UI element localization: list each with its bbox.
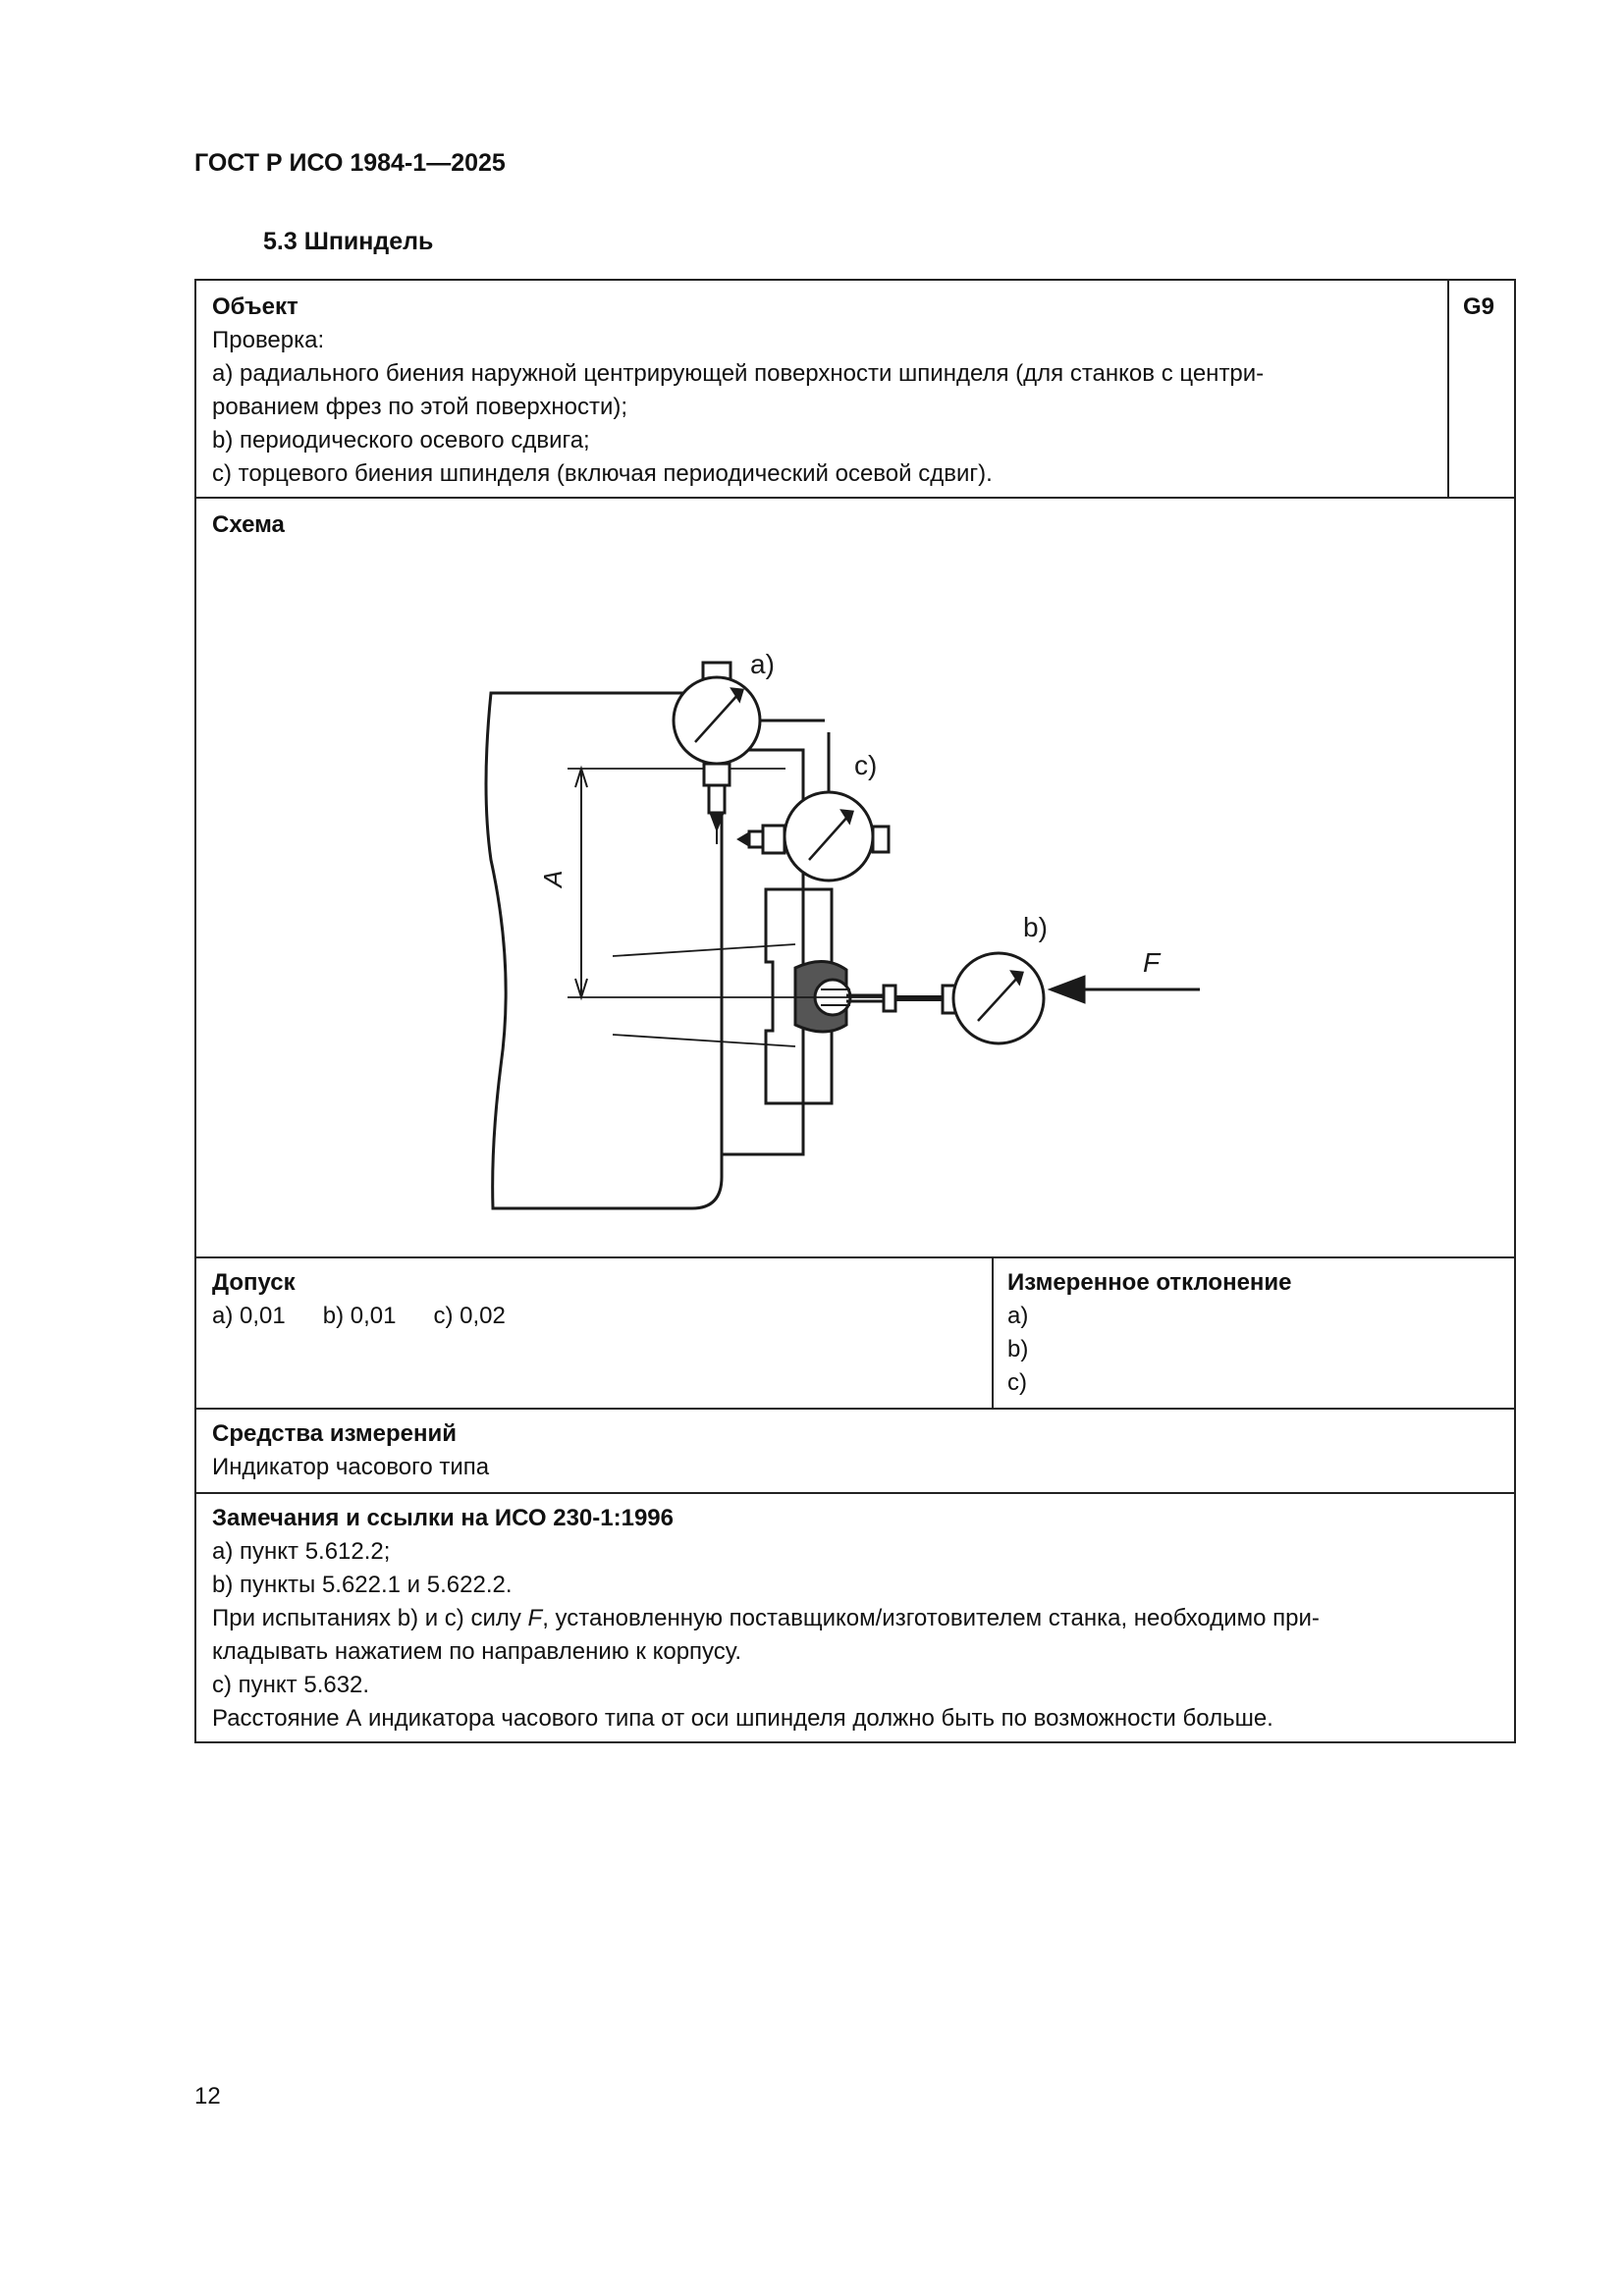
row-divider <box>196 497 1514 499</box>
test-code: G9 <box>1463 294 1495 320</box>
remarks-line-a: a) пункт 5.612.2; <box>212 1538 391 1565</box>
tolerance-label: Допуск <box>212 1269 296 1296</box>
instruments-text: Индикатор часового типа <box>212 1454 490 1480</box>
row-divider <box>196 1408 1514 1410</box>
force-variable: F <box>527 1605 543 1631</box>
section-title: 5.3 Шпиндель <box>263 228 434 255</box>
page-number: 12 <box>194 2083 221 2109</box>
tolerance-c: c) 0,02 <box>433 1303 506 1329</box>
instruments-label: Средства измерений <box>212 1420 458 1447</box>
instruments-cell <box>212 1417 489 1484</box>
remarks-line-distance: Расстояние А индикатора часового типа от оси шпинделя должно быть по возможности больше. <box>212 1705 1273 1732</box>
deviation-c: c) <box>1007 1369 1027 1396</box>
tolerance-cell <box>212 1266 543 1333</box>
dial-indicator-b <box>846 953 1044 1043</box>
remarks-line-force-1: При испытаниях b) и c) силу F, установленную поставщиком/изготовителем станка, необходимо при- <box>212 1605 1320 1631</box>
code-divider <box>1447 281 1449 497</box>
tolerance-b: b) 0,01 <box>322 1303 397 1329</box>
row-divider <box>196 1256 1514 1258</box>
force-label: F <box>1143 947 1161 978</box>
column-divider <box>992 1256 994 1408</box>
test-sheet-table <box>194 279 1516 1743</box>
remarks-line-force-2: кладывать нажатием по направлению к корпусу. <box>212 1638 742 1665</box>
tolerance-a: a) 0,01 <box>212 1303 286 1329</box>
remarks-line-b: b) пункты 5.622.1 и 5.622.2. <box>212 1572 513 1598</box>
indicator-c-label: c) <box>854 750 878 780</box>
object-line-b: b) периодического осевого сдвига; <box>212 427 590 454</box>
deviation-cell <box>1007 1266 1292 1400</box>
indicator-b-label: b) <box>1023 912 1048 942</box>
remarks-cell <box>212 1502 1320 1735</box>
object-line-c: c) торцевого биения шпинделя (включая периодический осевой сдвиг). <box>212 460 993 487</box>
object-cell <box>212 291 1624 491</box>
deviation-b: b) <box>1007 1336 1029 1362</box>
deviation-label: Измеренное отклонение <box>1007 1269 1292 1296</box>
indicator-a-label: a) <box>750 649 775 679</box>
object-intro: Проверка: <box>212 327 325 353</box>
document-code: ГОСТ Р ИСО 1984-1—2025 <box>194 149 506 177</box>
dimension-a-label: A <box>538 870 568 887</box>
spindle-flange <box>722 750 803 1154</box>
remarks-line-c: c) пункт 5.632. <box>212 1672 370 1698</box>
deviation-a: a) <box>1007 1303 1029 1329</box>
remarks-label: Замечания и ссылки на ИСО 230-1:1996 <box>212 1505 674 1531</box>
object-line-a2: рованием фрез по этой поверхности); <box>212 394 628 420</box>
object-line-a1: a) радиального биения наружной центрирующей поверхности шпинделя (для станков с центри- <box>212 360 1265 387</box>
force-arrow <box>1049 976 1200 1003</box>
scheme-label: Схема <box>212 511 285 538</box>
object-label: Объект <box>212 294 298 320</box>
row-divider <box>196 1492 1514 1494</box>
